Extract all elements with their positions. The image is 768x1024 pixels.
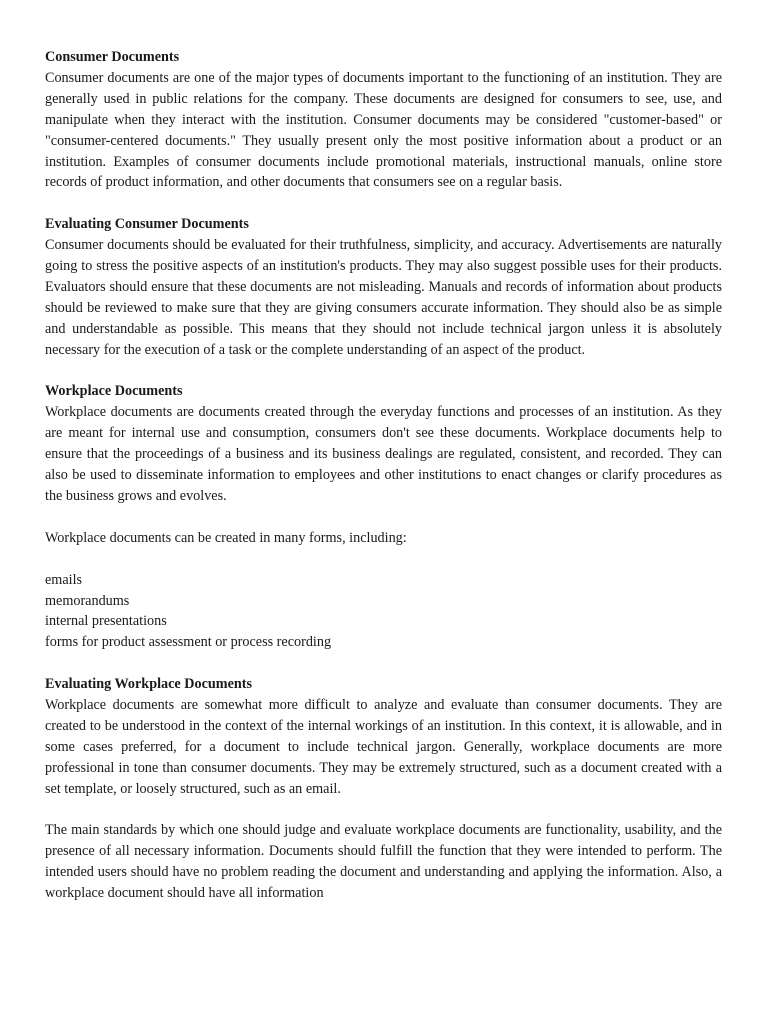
section-heading: Evaluating Consumer Documents xyxy=(45,216,249,233)
section-workplace-documents xyxy=(45,381,722,653)
section-paragraph: The main standards by which one should judge and evaluate workplace documents are functionality, usability, and the presence of all necessary information. Documents should fulfill the function that they were intended to perform. The intended users should have no problem reading the document and understanding and applying the information. Also, a workplace document should have all information xyxy=(45,822,722,902)
list-item: memorandums xyxy=(45,592,130,609)
section-paragraph: Consumer documents are one of the major types of documents important to the functioning of an institution. They are generally used in public relations for the company. These documents are designed for consumers to see, use, and manipulate when they interact with the institution. Consumer documents may be considered "customer-based" or "consumer-centered documents." They usually present only the most positive information about a product or an institution. Examples of consumer documents include promotional materials, instructional manuals, online store records of product information, and other documents that consumers see on a regular basis. xyxy=(45,69,722,191)
list-item: forms for product assessment or process recording xyxy=(45,634,332,651)
list-item: emails xyxy=(45,571,83,588)
section-evaluating-consumer-documents xyxy=(45,214,722,360)
paragraph-gap xyxy=(45,507,722,528)
paragraph-gap xyxy=(45,800,722,821)
section-paragraph: Consumer documents should be evaluated for their truthfulness, simplicity, and accuracy. Advertisements are naturally going to stress the positive aspects of an institution's products. They may also suggest possible uses for their products. Evaluators should ensure that these documents are not misleading. Manuals and records of information about products should be reviewed to make sure that they are giving consumers accurate information. They should also be as simple and understandable as possible. This means that they should not include technical jargon unless it is absolutely necessary for the execution of a task or the complete understanding of an aspect of the product. xyxy=(45,237,722,358)
list-intro: Workplace documents can be created in many forms, including: xyxy=(45,529,407,546)
section-heading: Workplace Documents xyxy=(45,383,183,400)
paragraph-gap xyxy=(45,549,722,570)
list-item: internal presentations xyxy=(45,613,167,630)
document-page xyxy=(45,47,722,925)
document-forms-list xyxy=(45,570,722,654)
section-paragraph: Workplace documents are documents created through the everyday functions and processes of an institution. As they are meant for internal use and consumption, consumers don't see these documents. Workplace documents help to ensure that the proceedings of a business and its business dealings are regulated, consistent, and recorded. They can also be used to disseminate information to employees and other institutions to enact changes or clarify procedures as the business grows and evolves. xyxy=(45,404,722,504)
section-heading: Consumer Documents xyxy=(45,49,180,65)
section-consumer-documents xyxy=(45,47,722,193)
section-evaluating-workplace-documents xyxy=(45,674,722,904)
section-paragraph: Workplace documents are somewhat more difficult to analyze and evaluate than consumer documents. They are created to be understood in the context of the internal workings of an institution. In this context, it is allowable, and in some cases preferred, for a document to include technical jargon. Generally, workplace documents are more professional in tone than consumer documents. They may be extremely structured, such as a document created with a set template, or loosely structured, such as an email. xyxy=(45,697,722,797)
section-heading: Evaluating Workplace Documents xyxy=(45,676,253,693)
